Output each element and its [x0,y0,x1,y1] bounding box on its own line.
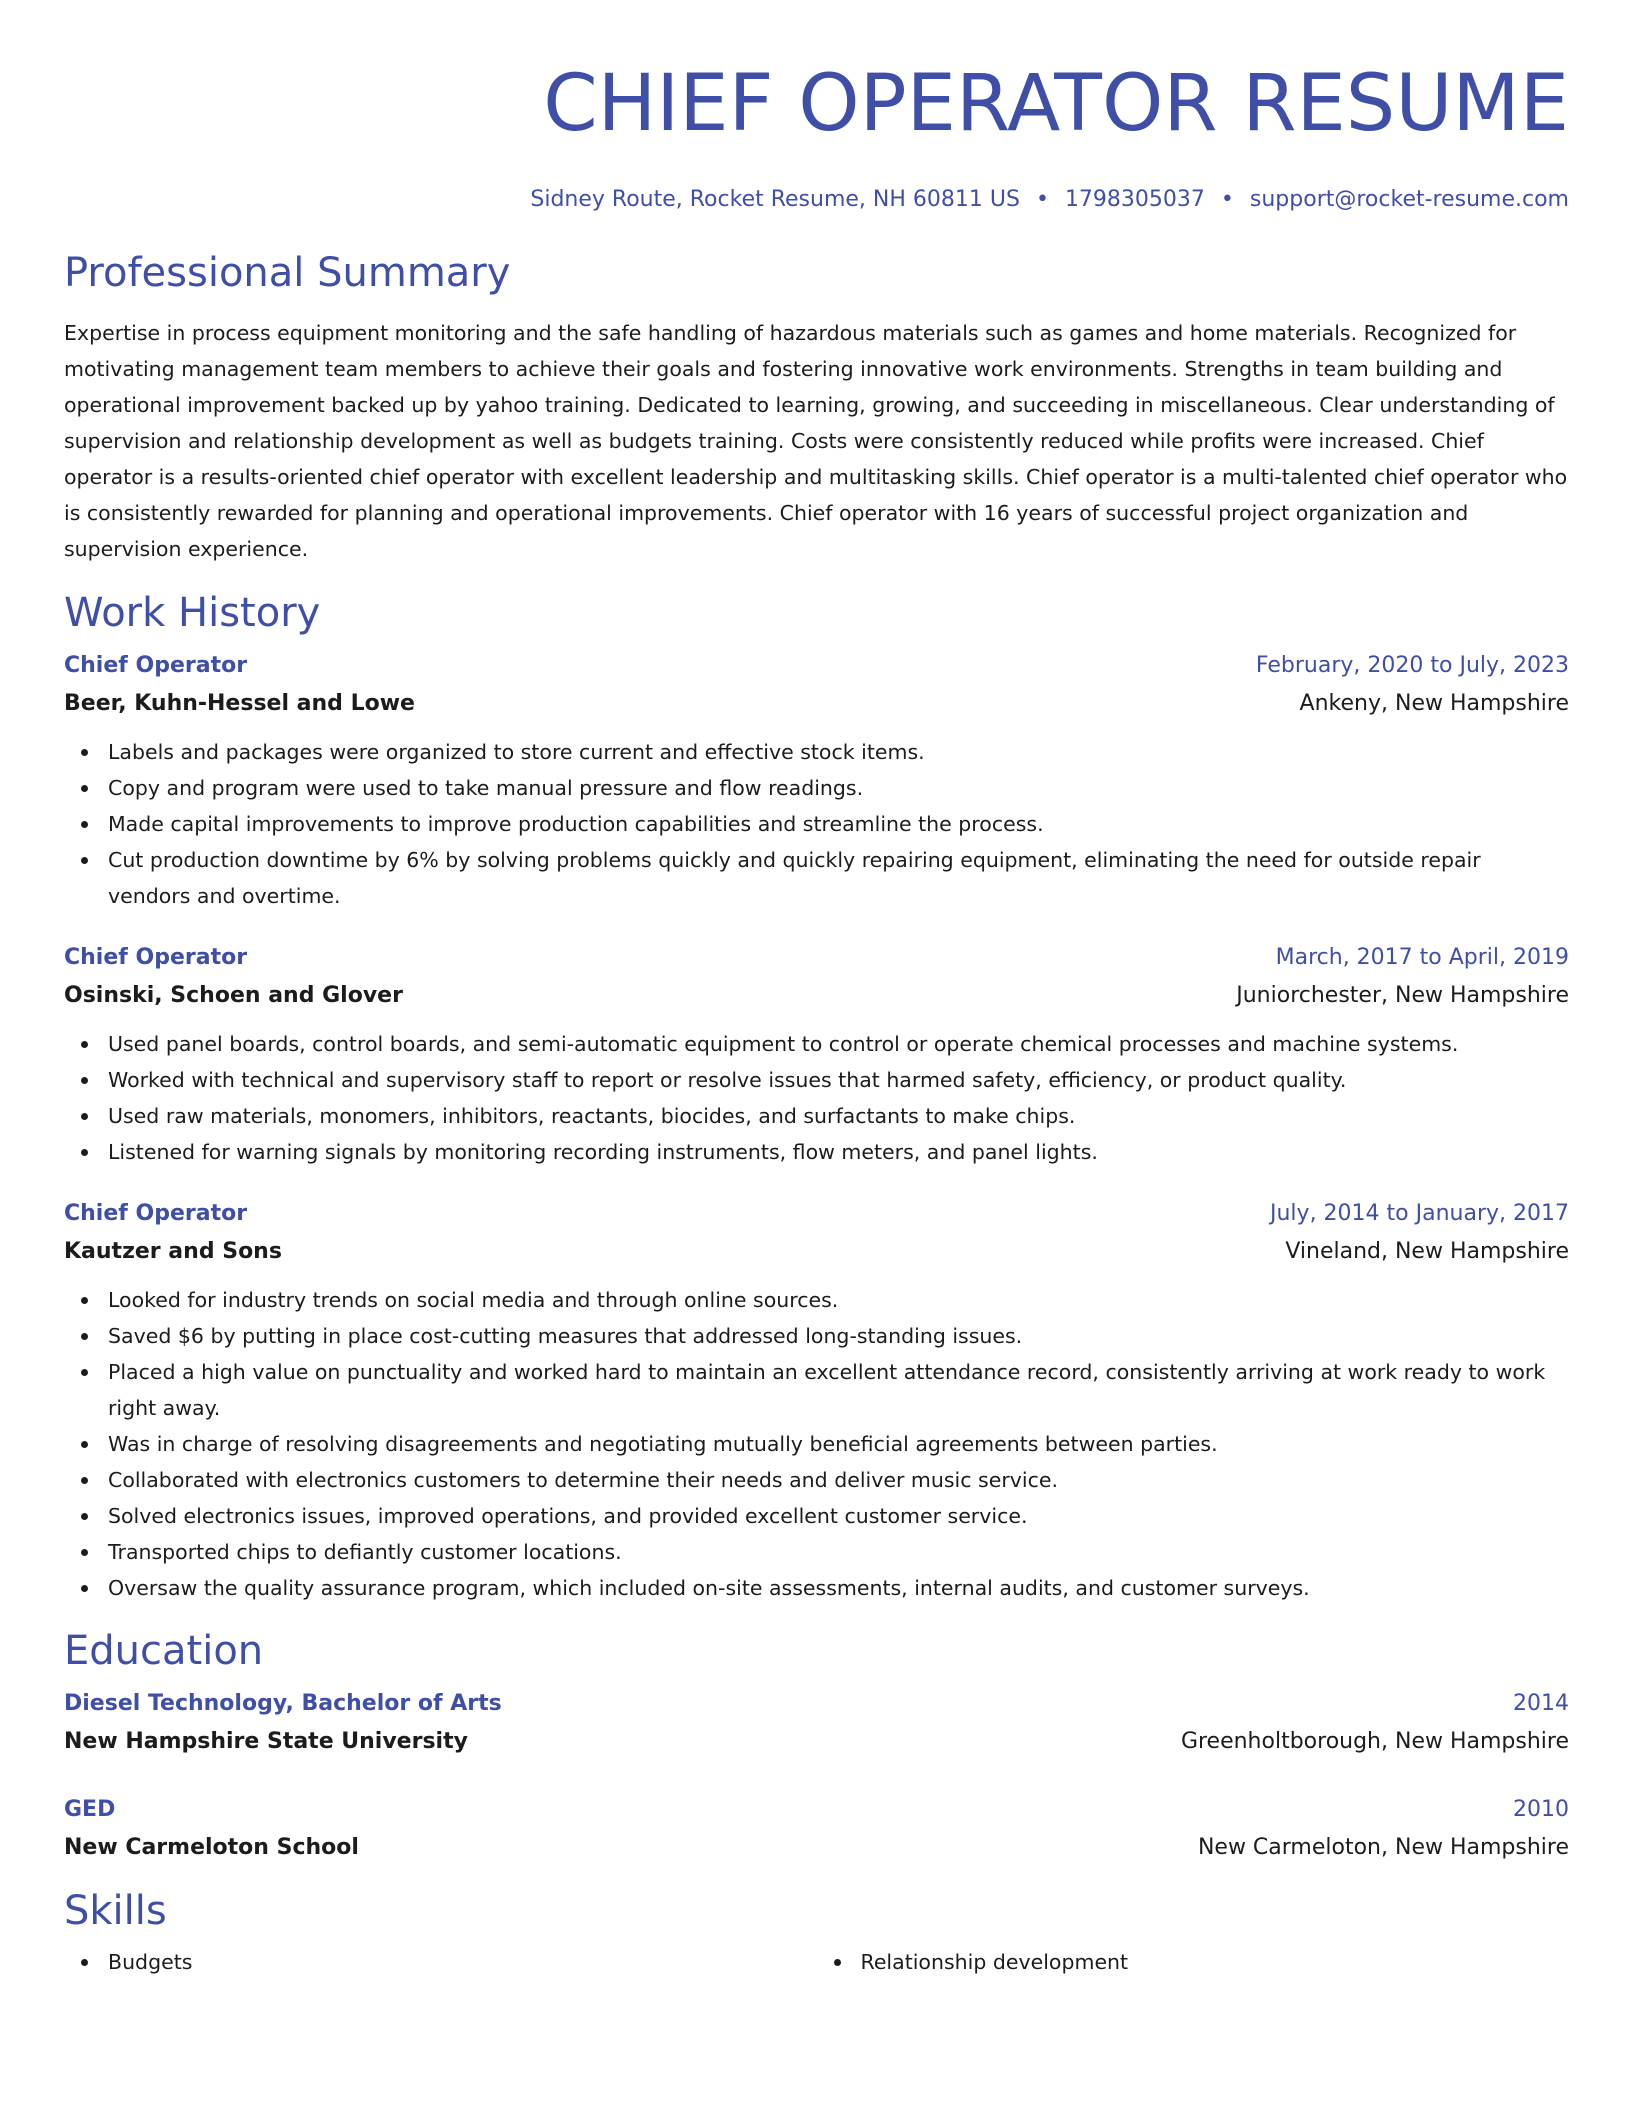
job-bullet: Collaborated with electronics customers to determine their needs and deliver music service. [108,1462,1569,1498]
contact-separator: • [1220,187,1234,212]
job-bullet: Labels and packages were organized to store current and effective stock items. [108,734,1569,770]
education-heading: Education [64,1628,264,1674]
job-entry [64,648,1569,914]
job-bullet: Looked for industry trends on social media and through online sources. [108,1282,1569,1318]
job-bullet: Listened for warning signals by monitoring recording instruments, flow meters, and panel lights. [108,1134,1569,1170]
education-entry [64,1686,1569,1762]
job-title: Chief Operator [64,945,248,970]
contact-separator: • [1035,187,1049,212]
job-bullet: Worked with technical and supervisory staff to report or resolve issues that harmed safety, efficiency, or product quality. [108,1062,1569,1098]
work-history-heading: Work History [64,590,321,636]
resume-title: CHIEF OPERATOR RESUME [543,59,1569,149]
job-dates: February, 2020 to July, 2023 [1255,653,1569,678]
job-dates: March, 2017 to April, 2019 [1275,945,1569,970]
skills-heading: Skills [64,1888,167,1934]
job-bullet: Solved electronics issues, improved operations, and provided excellent customer service. [108,1498,1569,1534]
skills-column-left [64,1944,817,1980]
job-company: Kautzer and Sons [64,1239,282,1264]
job-bullets [64,734,1569,914]
job-bullet: Oversaw the quality assurance program, which included on-site assessments, internal audits, and customer surveys. [108,1570,1569,1606]
education-location: Greenholtborough, New Hampshire [1180,1729,1569,1754]
job-location: Ankeny, New Hampshire [1299,691,1569,716]
education-location: New Carmeloton, New Hampshire [1197,1835,1569,1860]
contact-line [64,186,1569,214]
job-bullet: Cut production downtime by 6% by solving problems quickly and quickly repairing equipment, eliminating the need for outside repair vendors and overtime. [108,842,1569,914]
education-entry [64,1792,1569,1868]
job-bullet: Used panel boards, control boards, and semi-automatic equipment to control or operate chemical processes and machine systems. [108,1026,1569,1062]
education-year: 2010 [1513,1797,1569,1822]
job-bullets [64,1026,1569,1170]
job-company: Osinski, Schoen and Glover [64,983,403,1008]
job-entry [64,1196,1569,1606]
education-school: New Hampshire State University [64,1729,468,1754]
contact-email: support@rocket-resume.com [1249,187,1569,212]
job-bullet: Made capital improvements to improve production capabilities and streamline the process. [108,806,1569,842]
job-company: Beer, Kuhn-Hessel and Lowe [64,691,415,716]
job-location: Vineland, New Hampshire [1285,1239,1569,1264]
resume-page [64,0,1569,1980]
education-year: 2014 [1513,1691,1569,1716]
job-bullet: Used raw materials, monomers, inhibitors, reactants, biocides, and surfactants to make chips. [108,1098,1569,1134]
job-bullet: Transported chips to defiantly customer locations. [108,1534,1569,1570]
job-bullet: Saved $6 by putting in place cost-cutting measures that addressed long-standing issues. [108,1318,1569,1354]
summary-heading: Professional Summary [64,250,511,296]
education-school: New Carmeloton School [64,1835,359,1860]
skills-list [64,1944,1569,1980]
job-dates: July, 2014 to January, 2017 [1270,1201,1569,1226]
education-degree: GED [64,1797,116,1822]
contact-address: Sidney Route, Rocket Resume, NH 60811 US [530,187,1020,212]
skill-item: Relationship development [861,1944,1570,1980]
job-bullet: Placed a high value on punctuality and worked hard to maintain an excellent attendance record, consistently arriving at work ready to work right away. [108,1354,1569,1426]
job-location: Juniorchester, New Hampshire [1236,983,1569,1008]
education-degree: Diesel Technology, Bachelor of Arts [64,1691,502,1716]
job-bullets [64,1282,1569,1606]
job-bullet: Copy and program were used to take manual pressure and flow readings. [108,770,1569,806]
summary-text: Expertise in process equipment monitoring and the safe handling of hazardous materials such as games and home materials. Recognized for motivating management team members to achieve their goals and fostering innovative work environments. Strengths in team building and operational improvement backed up by yahoo training. Dedicated to learning, growing, and succeeding in miscellaneous. Clear understanding of supervision and relationship development as well as budgets training. Costs were consistently reduced while profits were increased. Chief operator is a results-oriented chief operator with excellent leadership and multitasking skills. Chief operator is a multi-talented chief operator who is consistently rewarded for planning and operational improvements. Chief operator with 16 years of successful project organization and supervision experience. [64,321,1568,561]
skill-item: Budgets [108,1944,817,1980]
job-title: Chief Operator [64,1201,248,1226]
job-title: Chief Operator [64,653,248,678]
job-entry [64,940,1569,1170]
contact-phone: 1798305037 [1064,187,1205,212]
skills-column-right [817,1944,1570,1980]
job-bullet: Was in charge of resolving disagreements and negotiating mutually beneficial agreements between parties. [108,1426,1569,1462]
